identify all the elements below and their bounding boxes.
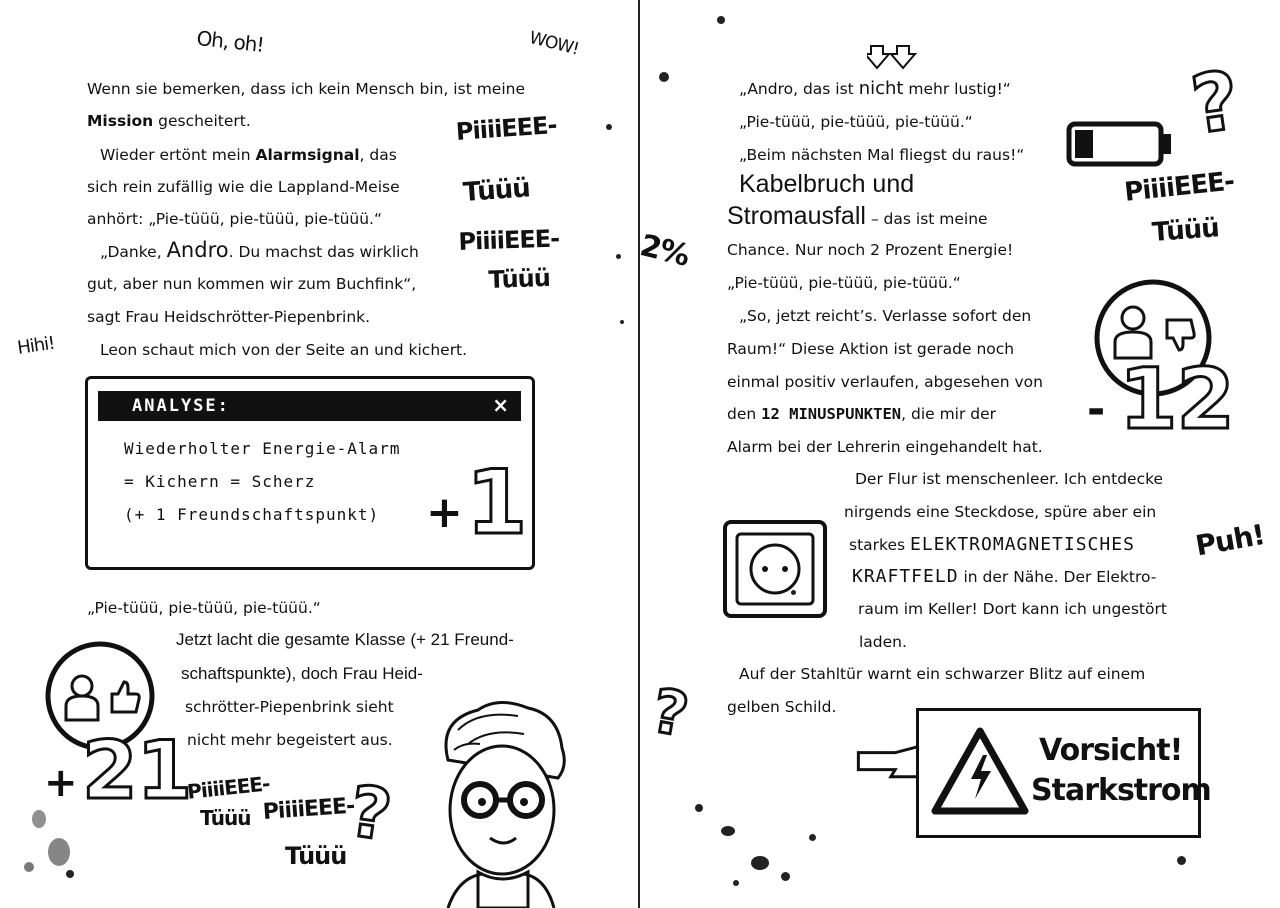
text-line: gut, aber nun kommen wir zum Buchfink“, (87, 275, 417, 293)
ink-splatter (1177, 856, 1186, 865)
warning-line2: Starkstrom (1031, 773, 1211, 808)
analysis-score-sign: + (426, 487, 462, 538)
ink-splatter (733, 880, 739, 886)
warning-sign (916, 708, 1211, 838)
ink-splatter (695, 804, 703, 812)
text-line: Stromausfall – das ist meine (727, 202, 988, 230)
keyword-mission: Mission (87, 112, 154, 130)
leon-character-illustration (418, 700, 578, 908)
ink-splatter (48, 838, 70, 866)
sfx-puh: Puh! (1193, 517, 1267, 563)
question-mark-icon: ? (1186, 53, 1244, 153)
text-line: sagt Frau Heidschrötter-Piepenbrink. (87, 308, 371, 326)
sfx-tuuu: Tüüü (1151, 213, 1220, 248)
text-line: Alarm bei der Lehrerin eingehandelt hat. (727, 438, 1043, 456)
warning-line1: Vorsicht! (1039, 733, 1183, 768)
ink-splatter (24, 862, 34, 872)
keyword-minuspunkte: 12 MINUSPUNKTEN (761, 405, 902, 423)
ink-splatter (721, 826, 735, 836)
ink-splatter (751, 856, 769, 870)
analysis-line: (+ 1 Freundschaftspunkt) (124, 505, 380, 524)
analysis-title: ANALYSE: (132, 396, 230, 416)
text-line: „So, jetzt reicht’s. Verlasse sofort den (739, 307, 1032, 325)
text-line: „Andro, das ist nicht mehr lustig!“ (739, 78, 1011, 99)
ink-splatter (616, 254, 621, 259)
text-line: gelben Schild. (727, 698, 837, 716)
badge-value: 12 (1119, 350, 1234, 448)
text-line: nicht mehr begeistert aus. (187, 731, 393, 749)
text-line: schaftspunkte), doch Frau Heid- (181, 664, 423, 683)
text-line: Wenn sie bemerken, dass ich kein Mensch bin, ist meine (87, 80, 525, 98)
text-line: „Danke, Andro. Du machst das wirklich (100, 238, 419, 262)
analysis-title-bar (98, 391, 521, 421)
analysis-line: Wiederholter Energie-Alarm (124, 439, 401, 458)
text-line: Raum!“ Diese Aktion ist gerade noch (727, 340, 1015, 358)
text-line: KRAFTFELD in der Nähe. Der Elektro- (852, 566, 1157, 587)
sfx-wow: WOW! (527, 28, 581, 60)
badge-value: 21 (82, 724, 192, 817)
badge-sign: - (1087, 384, 1105, 435)
headline-stromausfall: Stromausfall (727, 202, 866, 230)
sfx-pieee: PiiiiEEE- (186, 771, 271, 804)
sfx-tuuu: Tüüü (488, 263, 551, 294)
sfx-tuuu: Tüüü (200, 806, 251, 830)
text-line: Mission gescheitert. (87, 112, 251, 130)
ink-splatter (32, 810, 46, 828)
sfx-percent: 2% (636, 228, 693, 274)
text-line: Auf der Stahltür warnt ein schwarzer Blitz auf einem (739, 665, 1146, 683)
text-line: „Beim nächsten Mal fliegst du raus!“ (739, 146, 1025, 164)
text-line: Leon schaut mich von der Seite an und kichert. (100, 341, 468, 359)
text-line: laden. (859, 633, 907, 651)
high-voltage-icon (931, 725, 1029, 817)
analysis-panel (85, 376, 535, 570)
low-battery-icon (1065, 118, 1177, 170)
sfx-hihi: Hihi! (16, 332, 56, 359)
name-andro: Andro (166, 238, 229, 262)
analysis-score-value: 1 (466, 451, 527, 554)
sfx-tuuu: Tüüü (285, 842, 347, 870)
text-line: Wieder ertönt mein Alarmsignal, das (100, 146, 397, 164)
ink-splatter (620, 320, 624, 324)
headline-kabelbruch: Kabelbruch und (739, 170, 915, 198)
sfx-oh-oh: Oh, oh! (195, 26, 265, 57)
text-line: Jetzt lacht die gesamte Klasse (+ 21 Freund- (176, 630, 514, 649)
sfx-pieee: PiiiiEEE- (455, 110, 558, 146)
ink-splatter (791, 590, 796, 595)
sfx-pieee: PiiiiEEE- (458, 224, 560, 256)
ink-splatter (606, 124, 612, 130)
keyword-alarmsignal: Alarmsignal (255, 146, 360, 164)
text-line: starkes ELEKTROMAGNETISCHES (849, 534, 1135, 555)
ink-splatter (809, 834, 816, 841)
analysis-line: = Kichern = Scherz (124, 472, 316, 491)
text-line: Der Flur ist menschenleer. Ich entdecke (855, 470, 1164, 488)
text-line: „Pie-tüüü, pie-tüüü, pie-tüüü.“ (739, 113, 973, 131)
text-line: Chance. Nur noch 2 Prozent Energie! (727, 241, 1014, 259)
keyword-kraftfeld: KRAFTFELD (852, 566, 959, 587)
keyword-elektromagnetisches: ELEKTROMAGNETISCHES (910, 534, 1135, 555)
question-mark-icon: ? (344, 770, 396, 857)
power-socket-icon (719, 516, 831, 624)
arrow-right-icon (841, 724, 921, 804)
right-page (636, 0, 1280, 908)
close-icon[interactable]: × (492, 393, 509, 417)
ink-splatter (66, 870, 74, 878)
text-line: einmal positiv verlaufen, abgesehen von (727, 373, 1043, 391)
text-line: nirgends eine Steckdose, spüre aber ein (844, 503, 1157, 521)
sfx-tuuu: Tüüü (462, 173, 531, 208)
text-line: den 12 MINUSPUNKTEN, die mir der (727, 405, 997, 423)
ink-splatter (717, 16, 725, 24)
question-mark-icon: ? (646, 676, 693, 751)
text-line: raum im Keller! Dort kann ich ungestört (858, 600, 1167, 618)
ink-splatter (659, 72, 669, 82)
ink-splatter (781, 872, 790, 881)
sfx-pieee: PiiiiEEE- (1123, 166, 1236, 208)
sfx-pieee: PiiiiEEE- (262, 793, 356, 825)
badge-sign: + (44, 760, 77, 806)
down-arrows-icon (867, 44, 919, 72)
text-line: „Pie-tüüü, pie-tüüü, pie-tüüü.“ (727, 274, 961, 292)
text-line: „Pie-tüüü, pie-tüüü, pie-tüüü.“ (87, 599, 321, 617)
text-line: schrötter-Piepenbrink sieht (185, 698, 394, 716)
text-line: sich rein zufällig wie die Lappland-Meise (87, 178, 400, 196)
text-line: anhört: „Pie-tüüü, pie-tüüü, pie-tüüü.“ (87, 210, 383, 228)
